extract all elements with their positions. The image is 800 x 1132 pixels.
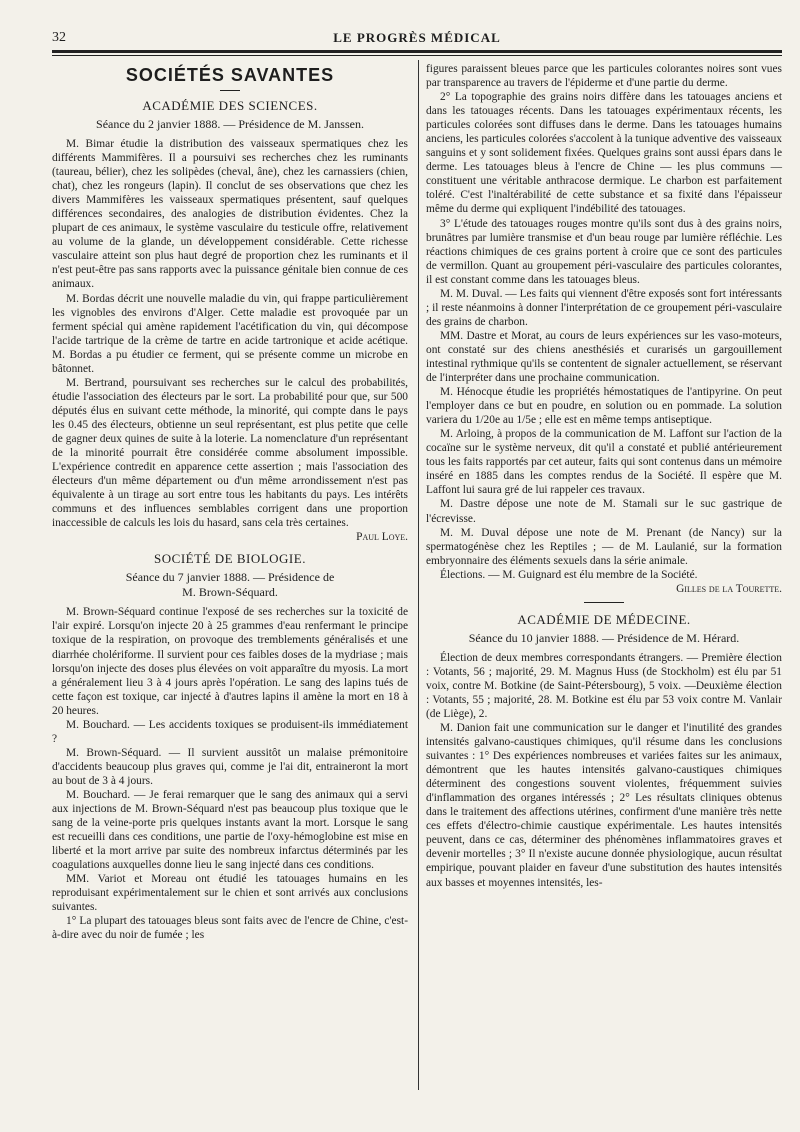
paragraph-conclusion-2: 2° La topographie des grains noirs diffère dans les tatouages anciens et dans les tatouages récents. Dans les tatouages expérimentaux récents, les particules colorées sont diffuses dans le derme. Dans les tatouages humains anciens, les particules colorées s'accolent à la tunique adventive des vaisseaux sanguins et y sont solidement fixées. Quelques grains sont aussi épars dans le derme. Les tatouages bleus à l'encre de Chine — les plus communs — constituent une véritable anthracose dermique. Le charbon est parfaitement toléré. C'est l'inaltérabilité de cette substance et sa fixité dans l'épaisseur même du derme qui expliquent l'indébilité des tatouages. (426, 91, 782, 216)
column-divider (418, 60, 419, 1090)
paragraph-bimar: M. Bimar étudie la distribution des vaisseaux spermatiques chez les différents Mammifères. Il a poursuivi ses recherches chez les ruminants (taureau, bélier), chez les solipèdes (cheval, âne), chez les carnassiers (chien, chat), chez les rongeurs (lapin). Il conclut de ses observations que chez les divers Mammifères les vaisseaux spermatiques présentent, sauf quelques différences secondaires, des analogies de distribution évidentes. Chez la plupart de ces animaux, le système vasculaire du testicule offre, relativement au volume de la glande, un développement considérable. Cette richesse vasculaire atteint son plus haut degré de proportion chez les ruminants et il n'est peut-être pas sans rapports avec la puissance génitale bien connue de ces animaux. (52, 138, 408, 291)
paragraph-elections: Élections. — M. Guignard est élu membre de la Société. (440, 568, 698, 581)
paragraph-bouchard-question: M. Bouchard. — Les accidents toxiques se produisent-ils immédiatement ? (52, 718, 408, 745)
signature-loye: Paul Loye. (356, 531, 408, 544)
sciences-seance: Séance du 2 janvier 1888. — Présidence de M. Janssen. (96, 117, 364, 131)
paragraph-bordas: M. Bordas décrit une nouvelle maladie du vin, qui frappe particulièrement les vignobles des environs d'Alger. Cette maladie est provoquée par un ferment spécial qui amène rapidement l'acétification du vin, qui décompose l'acide tartrique de la crème de tartre en acide tartronique et acide acétique. M. Bordas a pu étudier ce ferment, qui se présente comme un microbe en bâtonnet. (52, 292, 408, 375)
paragraph-bertrand: M. Bertrand, poursuivant ses recherches sur le calcul des probabilités, étudie l'association des électeurs par le sort. La probabilité pour que, sur 500 députés élus en suivant cette méthode, la minorité, qui compte dans le pays les 0.45 des électeurs, obtienne un seul représentant, est plus petite que celle de gagner deux quines de suite à la loterie. La nomenclature d'un représentant de la minorité pourrait être considérée comme absolument impossible. L'expérience contredit en apparence cette assertion ; mais l'association des électeurs d'un même département ou d'un même arrondissement n'est pas équivalente à un tirage au sort entre tous les habitants du pays. Les intérêts communs et des influences semblables corrigent dans une proportion inaccessible de calculs les lois du hasard, sans cela très certaines. (52, 376, 408, 530)
paragraph-henocque: M. Hénocque étudie les propriétés hémostatiques de l'antipyrine. On peut l'employer dans ce but en poudre, en solution ou en pommade. La solution variera du 1/20e au 1/5e ; elle est en même temps antiseptique. (426, 386, 782, 427)
paragraph-variot-moreau: MM. Variot et Moreau ont étudié les tatouages humains en les reproduisant expérimentalement sur le chien et sont arrivés aux conclusions suivantes. (52, 873, 408, 914)
medecine-seance: Séance du 10 janvier 1888. — Présidence de M. Hérard. (468, 630, 740, 645)
academie-sciences-title: ACADÉMIE DES SCIENCES. (142, 98, 318, 113)
title-rule (220, 90, 240, 91)
paragraph-dastre-note: M. Dastre dépose une note de M. Stamali sur le suc gastrique de l'écrevisse. (426, 498, 782, 525)
page-number: 32 (52, 30, 66, 45)
header-rule-thick (52, 50, 782, 53)
journal-title: LE PROGRÈS MÉDICAL (333, 30, 501, 45)
paragraph-conclusion-1: 1° La plupart des tatouages bleus sont faits avec de l'encre de Chine, c'est-à-dire avec du noir de fumée ; les (52, 915, 408, 942)
paragraph-duval-note: M. M. Duval dépose une note de M. Prenant (de Nancy) sur la spermatogénèse chez les Reptiles ; — de M. Laulanié, sur la formation embryonnaire des éléments sexuels dans la série animale. (426, 526, 782, 567)
page-header (52, 30, 782, 52)
paragraph-danion: M. Danion fait une communication sur le danger et l'inutilité des grandes intensités galvano-caustiques chimiques, qu'il résume dans les conclusions suivantes : 1° Des expériences nombreuses et variées faites sur les animaux, démontrent que les hautes intensités galvano-caustiques chimiques déterminent des congestions souvent violentes, fréquemment suivies d'inflammation des organes intéressés ; 2° Les résultats cliniques obtenus dans le traitement des affections utérines, confirment d'une manière très nette ces effets d'électro-chimie caustique expérimentale. Les hautes intensités peuvent, dans ce cas, déterminer des phénomènes inflammatoires graves et devenir mortelles ; 3° Il n'existe aucune donnée physiologique, aucun résultat empirique, pouvant plaider en faveur d'une substitution des hautes intensités aux basses et moyennes intensités, les- (426, 722, 782, 889)
paragraph-continued: figures paraissent bleues parce que les particules colorantes noires sont vues par transparence au travers de l'épiderme et d'une partie du derme. (426, 63, 782, 90)
section-separator (584, 602, 624, 603)
biologie-seance-line1: Séance du 7 janvier 1888. — Présidence de (125, 570, 335, 585)
right-column (426, 62, 782, 890)
section-title: SOCIÉTÉS SAVANTES (125, 65, 335, 85)
paragraph-arloing: M. Arloing, à propos de la communication de M. Laffont sur l'action de la cocaïne sur le système nerveux, dit qu'il a constaté et publié antérieurement tous les faits rapportés par cet auteur, faits qui sont contenus dans un mémoire inséré en 1885 dans les comptes rendus de la Société. Il espère que M. Laffont lui saura gré de lui rappeler ces travaux. (426, 428, 782, 497)
biologie-seance (52, 570, 408, 600)
societe-biologie-title: SOCIÉTÉ DE BIOLOGIE. (154, 551, 306, 567)
paragraph-conclusion-3: 3° L'étude des tatouages rouges montre qu'ils sont dus à des grains noirs, brunâtres par lumière transmise et d'un beau rouge par lumière réfléchie. Les réactions chimiques de ces grains portent à croire que ce sont des particules de vermillon. Quant au groupement péri-vasculaire des particules colorantes, il est constant comme dans les tatouages bleus. (426, 217, 782, 286)
paragraph-brown-sequard-reply: M. Brown-Séquard. — Il survient aussitôt un malaise prémonitoire d'accidents beaucoup plus graves qui, comme je l'ai dit, entraineront la mort au bout de 3 à 4 jours. (52, 746, 408, 787)
paragraph-duval: M. M. Duval. — Les faits qui viennent d'être exposés sont fort intéressants ; il reste néanmoins à donner l'interprétation de ce groupement péri-vasculaire des grains de charbon. (426, 287, 782, 328)
paragraph-brown-sequard: M. Brown-Séquard continue l'exposé de ses recherches sur la toxicité de l'air expiré. Lorsqu'on injecte 20 à 25 grammes d'eau renfermant le principe toxique de la respiration, on provoque des tremblements généralisés et une diarrhée cholériforme. Il survient pour ces faibles doses de la mydriase ; mais lorsqu'on injecte des doses plus élevées on voit apparaître du myosis. La mort a généralement lieu 3 à 4 jours après l'opération. Le sang des lapins tués de cette façon est toxique, car injecté à d'autres lapins il amène la mort en 18 à 20 heures. (52, 606, 408, 717)
biologie-seance-line2: M. Brown-Séquard. (182, 585, 278, 600)
left-column (52, 62, 408, 942)
paragraph-election: Élection de deux membres correspondants étrangers. — Première élection : Votants, 56 ; majorité, 29. M. Magnus Huss (de Stockholm) est élu par 51 voix, contre M. Botkine (de Saint-Pétersbourg), 5 voix. —Deuxième élection : Votants, 55 ; majorité, 28. M. Botkine est élu par 53 voix contre M. Vanlair (de Liège), 2. (426, 651, 782, 720)
header-rule-thin (52, 55, 782, 56)
paragraph-dastre-morat: MM. Dastre et Morat, au cours de leurs expériences sur les vaso-moteurs, ont constaté sur des chiens anesthésiés et curarisés un gargouillement intestinal rythmique qu'ils se contentent de signaler actuellement, se réservant de l'interpréter dans une prochaine communication. (426, 329, 782, 385)
paragraph-bouchard-remark: M. Bouchard. — Je ferai remarquer que le sang des animaux qui a servi aux injections de M. Brown-Séquard n'est pas beaucoup plus toxique que le sang de la veine-porte pris quelques instants avant la mort. Lorsque le sang est recueilli dans ces conditions, une partie de l'oxy-hémoglobine est mise en liberté et la mort arrive par suite des nombreux infarctus déterminés par les coagulations auxquelles donne lieu le sang injecté dans ces conditions. (52, 788, 408, 872)
signature-tourette: Gilles de la Tourette. (676, 582, 782, 595)
academie-medecine-title: ACADÉMIE DE MÉDECINE. (517, 611, 691, 627)
